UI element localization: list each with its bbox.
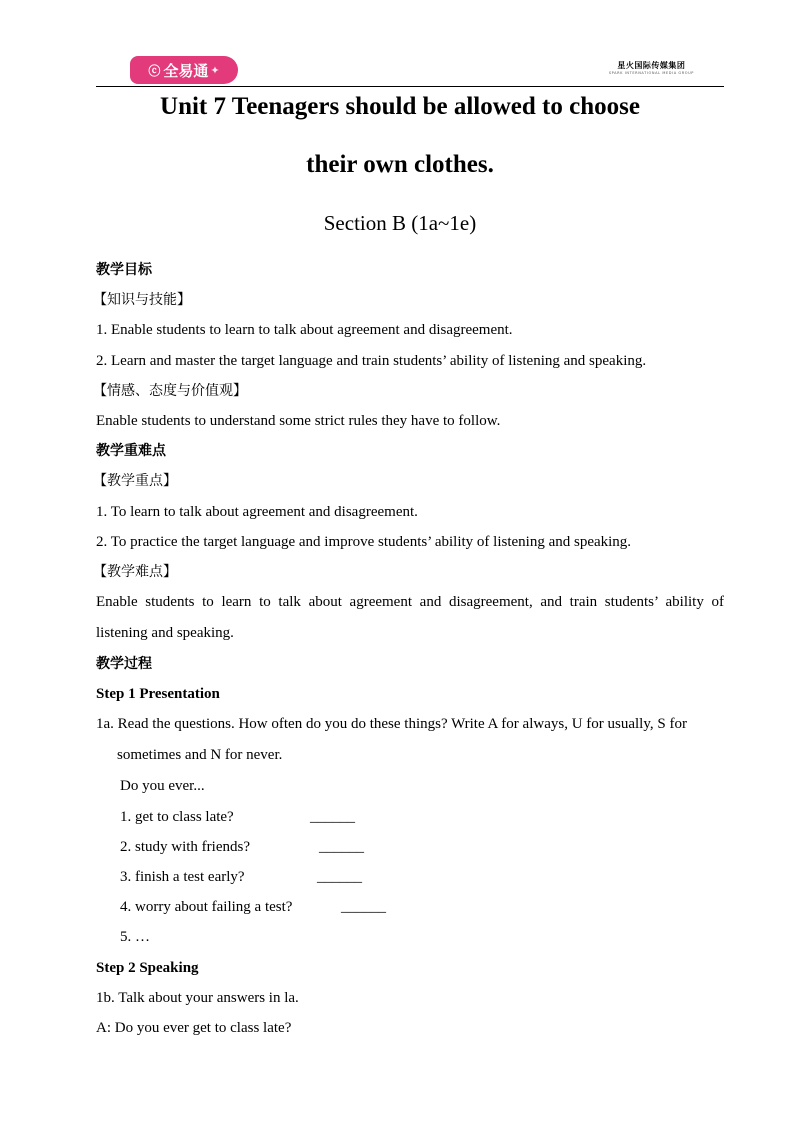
page-title-line-2: their own clothes. [306, 151, 494, 178]
step2-instruction: 1b. Talk about your answers in la. [96, 989, 299, 1006]
focus-label: 【教学重点】 [93, 473, 177, 490]
publisher-name-cn: 星火国际传媒集团 [617, 61, 686, 70]
question-row [96, 832, 724, 862]
step1-title: Step 1 Presentation [96, 686, 220, 703]
emotion-label: 【情感、态度与价值观】 [93, 382, 247, 399]
difficulty-text: Enable students to learn to talk about agreement and disagreement, and train students’ ability of listening and speaking. [96, 594, 724, 642]
question-row [96, 862, 724, 892]
question-text: 5. … [120, 929, 150, 946]
answer-blank: ______ [319, 838, 364, 855]
step1-prompt: Do you ever... [120, 778, 205, 795]
logo-sparkle-icon: ✦ [210, 63, 220, 77]
focus-item-1: 1. To learn to talk about agreement and disagreement. [96, 503, 418, 520]
page-title-line-1: Unit 7 Teenagers should be allowed to choose [160, 93, 640, 120]
section-subtitle: Section B (1a~1e) [323, 211, 477, 235]
objectives-heading: 教学目标 [96, 262, 152, 278]
publisher-name-en: SPARK INTERNATIONAL MEDIA GROUP [608, 71, 694, 75]
lesson-content [93, 255, 724, 1043]
process-heading: 教学过程 [96, 656, 152, 673]
header-divider [96, 86, 724, 87]
knowledge-item-2: 2. Learn and master the target language and train students’ ability of listening and speaking. [96, 352, 647, 369]
logo-circle-icon: ⓒ [148, 63, 161, 78]
brand-logo [130, 56, 238, 84]
question-text: 2. study with friends? [120, 838, 250, 855]
question-text: 3. finish a test early? [120, 869, 245, 885]
step2-dialogue: A: Do you ever get to class late? [96, 1019, 292, 1036]
question-row [96, 802, 724, 832]
emotion-text: Enable students to understand some strict rules they have to follow. [96, 412, 501, 429]
step1-instruction: 1a. Read the questions. How often do you do these things? Write A for always, U for usually, S for sometimes and N for never. [96, 716, 687, 764]
publisher-brand [609, 60, 694, 75]
keypoints-heading: 教学重难点 [96, 443, 166, 460]
page-header [96, 52, 724, 88]
logo-text: 全易通 [163, 61, 209, 80]
knowledge-item-1: 1. Enable students to learn to talk about agreement and disagreement. [96, 322, 513, 339]
knowledge-label: 【知识与技能】 [93, 292, 191, 309]
answer-blank: ______ [310, 808, 355, 825]
difficulty-label: 【教学难点】 [93, 563, 177, 580]
question-row [96, 892, 724, 922]
focus-item-2: 2. To practice the target language and improve students’ ability of listening and speaking. [96, 533, 632, 550]
question-row [96, 922, 724, 952]
question-text: 4. worry about failing a test? [120, 899, 293, 916]
step2-title: Step 2 Speaking [96, 959, 199, 976]
question-text: 1. get to class late? [120, 808, 234, 825]
answer-blank: ______ [341, 899, 386, 916]
answer-blank: ______ [317, 869, 362, 885]
